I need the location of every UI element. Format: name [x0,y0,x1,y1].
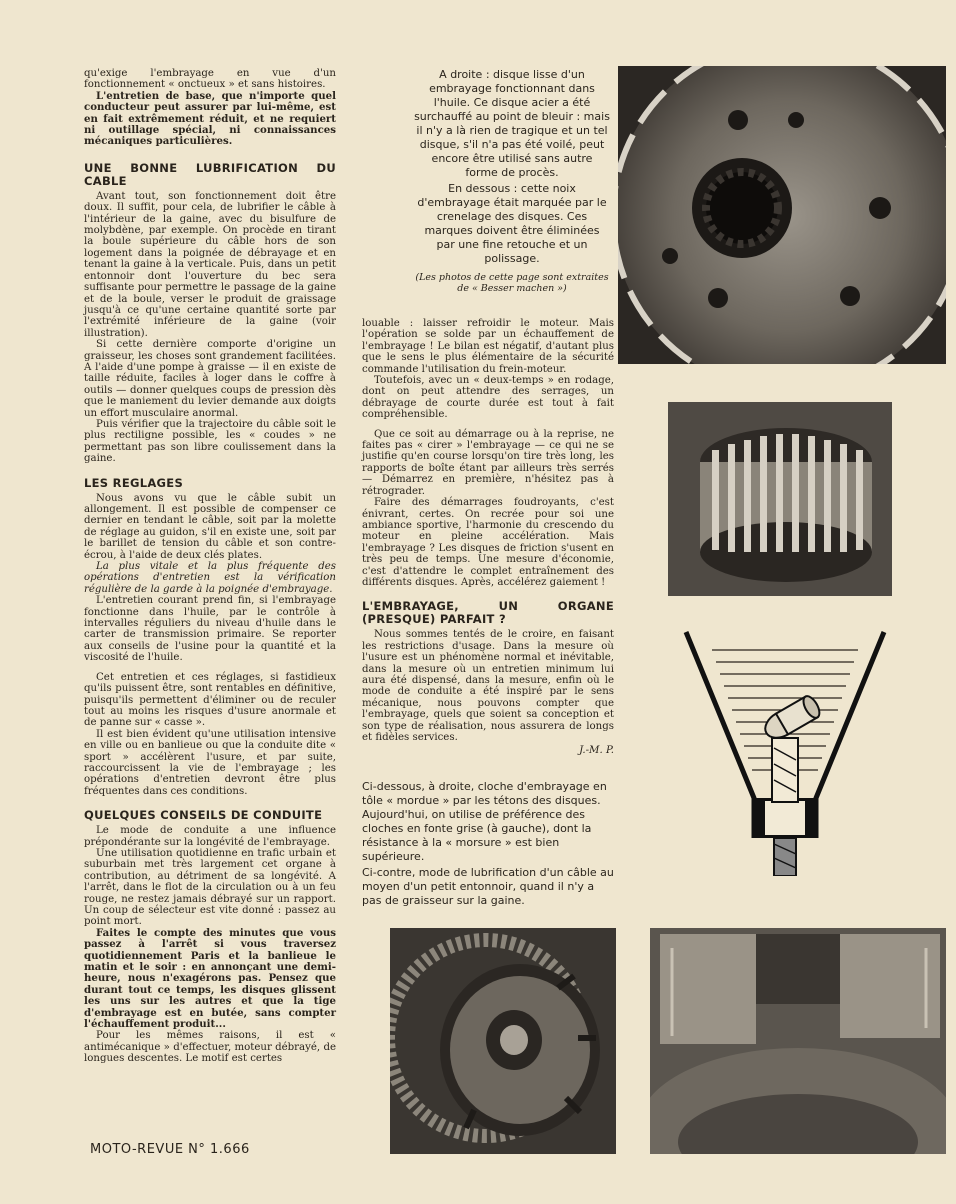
clutch-hub-photo [668,402,892,596]
middle-column [362,318,614,757]
intro-paragraph-1: qu'exige l'embrayage en vue d'un fonctionnement « onctueux » et sans histoires. [84,68,336,91]
lubrif-paragraph-3: Puis vérifier que la trajectoire du câble soit le plus rectiligne possible, les « coudes » ne permettant pas son libre coulissement dans la gaine. [84,418,336,465]
reglages-paragraph-2: La plus vitale et la plus fréquente des opérations d'entretien est la vérification régulière de la garde à la poignée d'embrayage. [84,561,336,595]
middle-paragraph-4: Faire des démarrages foudroyants, c'est énivrant, certes. On recrée pour soi une ambiance sportive, l'harmonie du crescendo du moteur en pleine accélération. Mais l'embrayage ? Les disques de friction s'usent en très peu de temps. Une mesure d'économie, c'est d'attendre le complet entraînement des différents disques. Après, accélérez gaiement ! [362,497,614,588]
conseils-paragraph-4: Pour les mêmes raisons, il est « antimécanique » d'effectuer, moteur débrayé, de longues descentes. Le motif est certes [84,1030,336,1065]
reglages-paragraph-1: Nous avons vu que le câble subit un allongement. Il est possible de compenser ce dernier en tendant le câble, soit par la molette de réglage au guidon, s'il en existe une, soit par le barillet de tension du câble et son contre-écrou, à l'aide de deux clés plates. [84,492,336,561]
reglages-paragraph-5: Il est bien évident qu'une utilisation intensive en ville ou en banlieue ou que la conduite dite « sport » accélèrent l'usure, et par suite, raccourcissent la vie de l'embrayage ; les opérations d'entretien devront être plus fréquentes dans ces conditions. [84,728,336,797]
reglages-paragraph-4: Cet entretien et ces réglages, si fastidieux qu'ils puissent être, sont rentables en définitive, puisqu'ils permettent d'éliminer ou de reculer tout au moins les risques d'usure anormale et de panne sur « casse ». [84,671,336,729]
caption-3-text: Ci-dessous, à droite, cloche d'embrayage en tôle « mordue » par les tétons des disques. Aujourd'hui, on utilise de préférence des cloches en fonte grise (à gauche), dont la résistance à la « morsure » est bien supérieure. [362,780,607,863]
middle-paragraph-1: louable : laisser refroidir le moteur. Mais l'opération se solde par un échauffement de l'embrayage ! Le bilan est négatif, d'autant plus que le sens le plus élémentaire de la sécurité commande l'utilisation du frein-moteur. [362,318,614,375]
left-column [84,68,336,1065]
conseils-paragraph-2: Une utilisation quotidienne en trafic urbain et suburbain met très largement cet organe à contribution, au détriment de sa longévité. A l'arrêt, dans le flot de la circulation ou à un feu rouge, ne restez jamais débrayé sur un rapport. Un coup de sélecteur est vite donné : passez au point mort. [84,847,336,928]
conseils-paragraph-1: Le mode de conduite a une influence prépondérante sur la longévité de l'embrayage. [84,825,336,848]
photo-credit: (Les photos de cette page sont extraites de « Besser machen ») [415,272,609,294]
clutch-disc-photo [618,66,946,364]
conseils-paragraph-3: Faites le compte des minutes que vous passez à l'arrêt si vous traversez quotidiennement Paris et la banlieue le matin et le soir : en annonçant une demi-heure, nous n'exagérons pas. Pensez que durant tout ce temps, les disques glissent les uns sur les autres et que la tige d'embrayage est en butée, sans compter l'échauffement produit... [84,926,336,1031]
caption-cloche [362,780,616,908]
magazine-footer [90,1142,330,1157]
lubrif-paragraph-1: Avant tout, son fonctionnement doit être doux. Il suffit, pour cela, de lubrifier le câble à l'intérieur de la gaine, avec du bisulfure de molybdène, par exemple. On procède en tirant la boule supérieure du câble hors de son logement dans la poignée de débrayage et en tenant la gaine à la verticale. Puis, dans un petit entonnoir dont l'ouverture du bec sera suffisante pour permettre le passage de la gaine et de la boule, verser le produit de graissage jusqu'à ce qu'une certaine quantité sorte par l'extrémité inférieure de la gaine (voir illustration). [84,190,336,339]
caption-4-text: Ci-contre, mode de lubrification d'un câble au moyen d'un petit entonnoir, quand il n'y a pas de graisseur sur la gaine. [362,866,614,907]
magazine-issue: MOTO-REVUE N° 1.666 [90,1142,250,1157]
middle-paragraph-5: Nous sommes tentés de le croire, en faisant les restrictions d'usage. Dans la mesure où l'usure est un phénomène normal et inévitable, dans la mesure où un entretien minimum lui aura été dispensé, dans la mesure, enfin où le mode de conduite a été inspiré par le sens mécanique, nous pouvons compter que l'embrayage, quels que soient sa conception et son type de réalisation, nous assurera de longs et fidèles services. [362,629,614,743]
intro-paragraph-2: L'entretien de base, que n'importe quel conducteur peut assurer par lui-même, est en fait extrêmement réduit, et ne requiert ni outillage spécial, ni connaissances mécaniques particulières. [84,89,336,148]
caption-disque-lisse [414,68,610,294]
middle-paragraph-2: Toutefois, avec un « deux-temps » en rodage, dont on peut attendre des serrages, un débrayage de courte durée est tout à fait compréhensible. [362,375,614,421]
heading-lubrification: UNE BONNE LUBRIFICATION DU CABLE [84,160,336,188]
reglages-paragraph-3: L'entretien courant prend fin, si l'embrayage fonctionne dans l'huile, par le contrôle à intervalles réguliers du niveau d'huile dans le carter de transmission primaire. Se reporter aux conseils de l'usine pour la quantité et la viscosité de l'huile. [84,595,336,664]
heading-reglages: LES REGLAGES [84,475,184,490]
cast-iron-bell-photo [390,928,616,1154]
funnel-lubrication-diagram [682,628,888,876]
heading-organe: L'EMBRAYAGE, UN ORGANE (PRESQUE) PARFAIT ? [362,599,614,627]
caption-2-text: En dessous : cette noix d'embrayage était marquée par le crenelage des disques. Ces marques doivent être éliminées par une fine retouche et un polissage. [417,182,607,265]
middle-paragraph-3: Que ce soit au démarrage ou à la reprise, ne faites pas « cirer » l'embrayage — ce qui ne se justifie qu'en course lorsqu'on tire très long, les rapports de boîte étant par ailleurs très serrés — Démarrez en première, n'hésitez pas à rétrograder. [362,428,614,497]
author-signature: J.-M. P. [579,745,614,757]
caption-1-text: A droite : disque lisse d'un embrayage fonctionnant dans l'huile. Ce disque acier a été surchauffé au point de bleuir : mais il n'y a là rien de tragique et un tel disque, s'il n'a pas été voilé, peut encore être utilisé sans autre forme de procès. [414,68,610,179]
heading-conseils: QUELQUES CONSEILS DE CONDUITE [84,808,323,823]
sheet-metal-bell-photo [650,928,946,1154]
lubrif-paragraph-2: Si cette dernière comporte d'origine un graisseur, les choses sont grandement facilitées. A l'aide d'une pompe à graisse — il en existe de taille réduite, faciles à loger dans le coffre à outils — donner quelques coups de pression dès que le maniement du levier demande aux doigts un effort musculaire anormal. [84,339,336,419]
